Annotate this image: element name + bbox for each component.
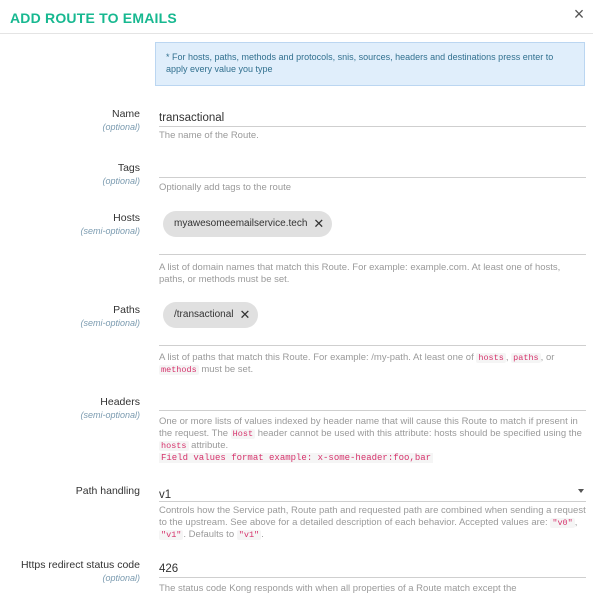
headers-help-text: attribute.: [191, 440, 229, 451]
name-label: Name: [111, 108, 140, 120]
code-methods: methods: [161, 365, 197, 375]
headers-sublabel: (semi-optional): [80, 410, 140, 420]
headers-format-example: Field values format example: x-some-header:foo,bar: [161, 453, 432, 463]
paths-help-text: A list of paths that match this Route. For example: /my-path. At least one of: [159, 352, 474, 363]
dialog-title: ADD ROUTE TO EMAILS: [10, 10, 177, 26]
paths-label: Paths: [113, 304, 140, 316]
chevron-down-icon: [578, 489, 584, 493]
paths-sublabel: (semi-optional): [80, 318, 140, 328]
paths-help: [159, 352, 587, 376]
path-handling-help-text: Controls how the Service path, Route path and requested path are combined when sending a request to the upstream. See above for a detailed description of each behavior. Accepted values are:: [159, 505, 586, 528]
https-redirect-help: The status code Kong responds with when all properties of a Route match except the: [159, 583, 517, 594]
paths-input[interactable]: [159, 302, 586, 346]
path-handling-help-text: . Defaults to: [183, 529, 235, 540]
path-handling-help: [159, 505, 587, 541]
close-icon[interactable]: ×: [573, 4, 585, 24]
headers-help: [159, 416, 587, 464]
host-chip: [163, 211, 332, 237]
tags-help: Optionally add tags to the route: [159, 182, 292, 193]
code-v0: "v0": [552, 518, 573, 528]
https-redirect-sublabel: (optional): [102, 573, 140, 583]
https-redirect-value: 426: [159, 563, 179, 575]
code-v1-default: "v1": [238, 530, 260, 540]
headers-label: Headers: [100, 396, 140, 408]
dialog-header: [0, 0, 593, 34]
path-chip: [163, 302, 258, 328]
code-host: Host: [232, 429, 254, 439]
headers-help-text: header cannot be used with this attribute: hosts should be specified using the: [257, 428, 582, 439]
info-alert: * For hosts, paths, methods and protocols, snis, sources, headers and destinations press enter to apply every value you type: [155, 42, 585, 86]
path-handling-select[interactable]: [159, 485, 586, 502]
code-v1: "v1": [161, 530, 182, 540]
hosts-sublabel: (semi-optional): [80, 226, 140, 236]
hosts-label: Hosts: [113, 212, 140, 224]
name-input[interactable]: [159, 108, 586, 127]
name-sublabel: (optional): [102, 122, 140, 132]
hosts-help: A list of domain names that match this Route. For example: example.com. At least one of hosts, paths, or methods must be set.: [159, 262, 561, 285]
path-handling-label: Path handling: [75, 485, 140, 497]
https-redirect-input[interactable]: [159, 559, 586, 578]
path-handling-sep: ,: [574, 517, 578, 528]
paths-help-text: must be set.: [201, 364, 254, 375]
paths-help-sep: , or: [540, 352, 555, 363]
tags-label: Tags: [117, 162, 140, 174]
path-handling-help-text: .: [261, 529, 264, 540]
paths-help-sep: ,: [505, 352, 509, 363]
https-redirect-label: Https redirect status code: [20, 559, 140, 571]
close-icon[interactable]: ✕: [239, 307, 251, 322]
name-input-value: transactional: [159, 112, 225, 124]
name-help: The name of the Route.: [159, 130, 259, 141]
code-paths: paths: [513, 353, 539, 363]
code-hosts: hosts: [161, 441, 187, 451]
path-handling-value: v1: [159, 489, 172, 501]
tags-sublabel: (optional): [102, 176, 140, 186]
headers-help-text: One or more lists of values indexed by header name that will cause this Route to match if present in the request. The: [159, 416, 578, 439]
hosts-input[interactable]: [159, 211, 586, 255]
path-chip-label: /transactional: [174, 309, 234, 320]
host-chip-label: myawesomeemailservice.tech: [174, 218, 308, 229]
headers-input[interactable]: [159, 396, 586, 411]
close-icon[interactable]: ✕: [313, 216, 325, 231]
code-hosts: hosts: [478, 353, 504, 363]
tags-input[interactable]: [159, 162, 586, 178]
